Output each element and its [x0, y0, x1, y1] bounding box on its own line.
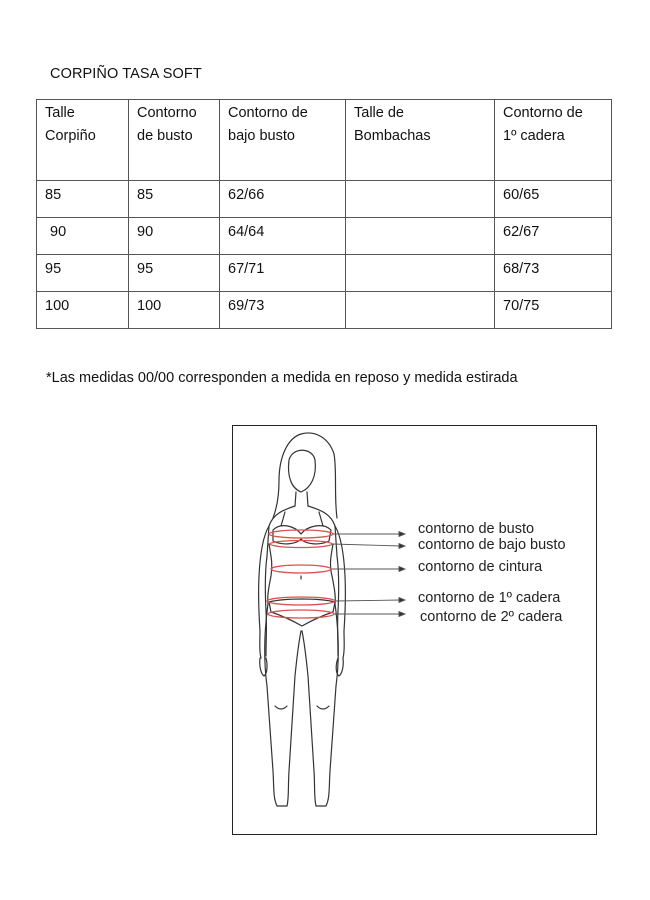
body-measurement-figure	[232, 425, 597, 835]
table-row	[37, 181, 612, 218]
table-cell: 85	[129, 181, 220, 218]
header-talle-bombachas: Talle de Bombachas	[346, 100, 495, 181]
table-cell: 62/66	[220, 181, 346, 218]
table-cell: 85	[37, 181, 129, 218]
size-table	[36, 99, 612, 329]
table-row	[37, 218, 612, 255]
label-contorno-cadera-2: contorno de 2º cadera	[420, 609, 563, 625]
underbust-measure-line	[270, 541, 332, 548]
page-title: CORPIÑO TASA SOFT	[50, 66, 202, 82]
table-cell: 67/71	[220, 255, 346, 292]
table-row	[37, 292, 612, 329]
label-contorno-busto: contorno de busto	[418, 521, 535, 537]
table-cell	[346, 255, 495, 292]
header-contorno-busto: Contorno de busto	[129, 100, 220, 181]
table-cell: 90	[129, 218, 220, 255]
label-contorno-cadera-1: contorno de 1º cadera	[418, 590, 561, 606]
label-contorno-bajo-busto: contorno de bajo busto	[418, 537, 566, 553]
table-cell	[346, 292, 495, 329]
measurement-note: *Las medidas 00/00 corresponden a medida en reposo y medida estirada	[46, 370, 518, 386]
table-cell: 64/64	[220, 218, 346, 255]
table-row	[37, 255, 612, 292]
table-cell: 68/73	[495, 255, 612, 292]
table-cell: 60/65	[495, 181, 612, 218]
header-talle-corpino: Talle Corpiño	[37, 100, 129, 181]
header-contorno-bajo-busto: Contorno de bajo busto	[220, 100, 346, 181]
table-cell: 62/67	[495, 218, 612, 255]
table-cell: 95	[129, 255, 220, 292]
body-outline-illustration	[233, 426, 595, 833]
table-cell: 100	[37, 292, 129, 329]
waist-measure-line	[271, 565, 331, 573]
label-contorno-cintura: contorno de cintura	[418, 559, 543, 575]
header-contorno-cadera: Contorno de 1º cadera	[495, 100, 612, 181]
table-header-row	[37, 100, 612, 181]
table-cell: 100	[129, 292, 220, 329]
table-cell	[346, 218, 495, 255]
table-cell: 95	[37, 255, 129, 292]
table-cell	[346, 181, 495, 218]
table-cell: 90	[37, 218, 129, 255]
table-cell: 70/75	[495, 292, 612, 329]
table-cell: 69/73	[220, 292, 346, 329]
